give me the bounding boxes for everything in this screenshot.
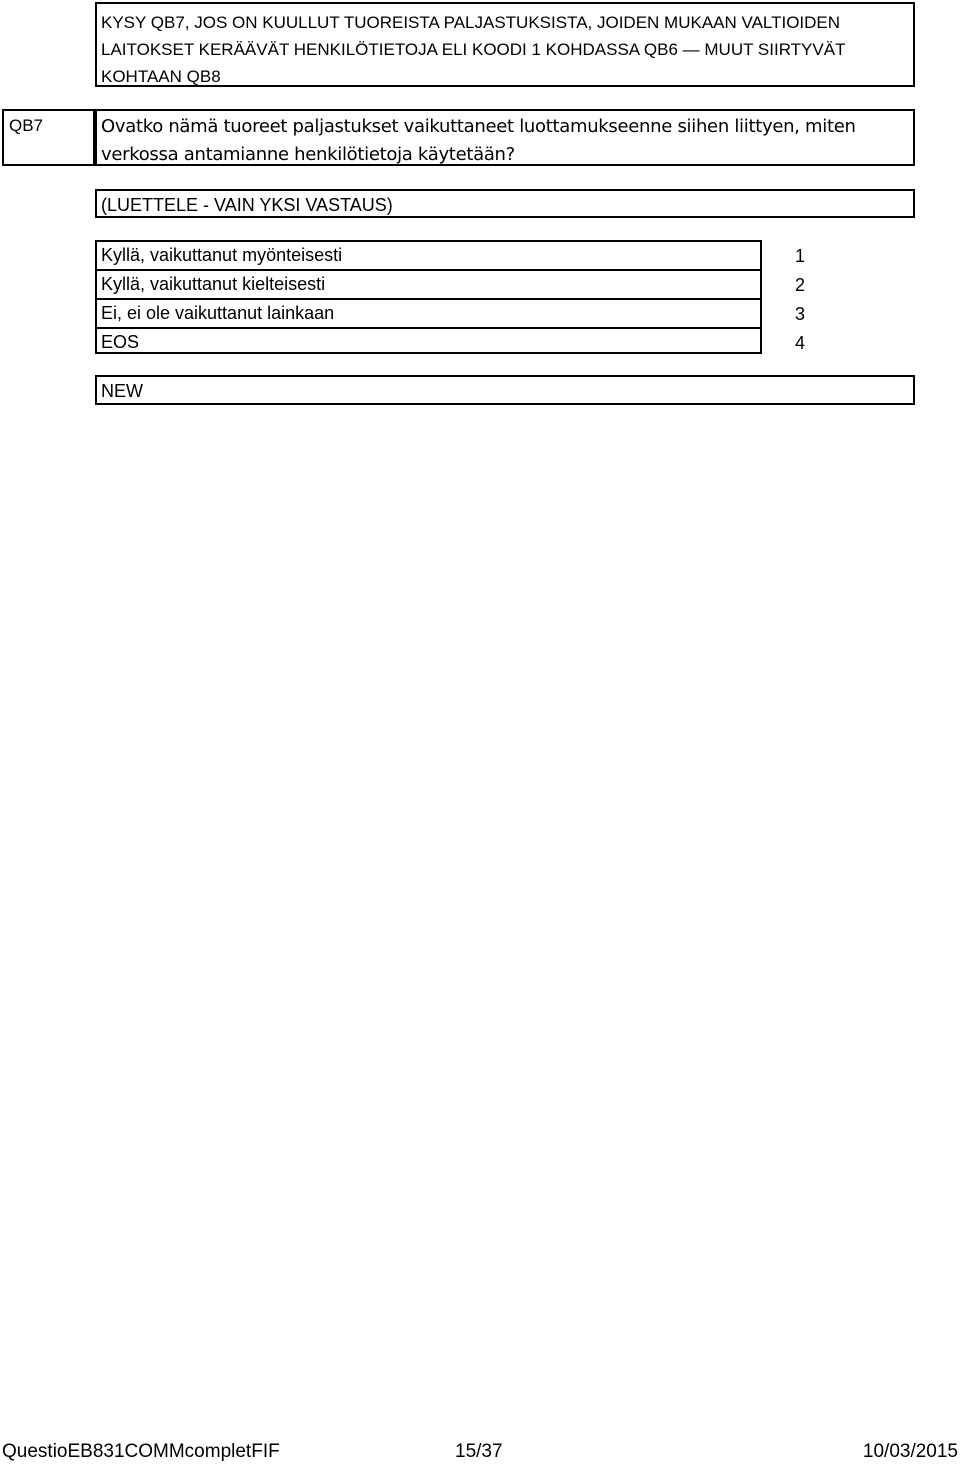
- routing-instruction-line: KOHTAAN QB8: [101, 67, 221, 86]
- footer-document-name: QuestioEB831COMMcompletFIF: [2, 1441, 280, 1462]
- answer-code: 3: [795, 304, 806, 324]
- answer-code: 1: [795, 246, 806, 266]
- footer-date: 10/03/2015: [862, 1441, 958, 1462]
- answer-code: 2: [795, 275, 806, 295]
- answer-code: 4: [795, 333, 806, 353]
- list-instruction: (LUETTELE - VAIN YKSI VASTAUS): [95, 189, 915, 218]
- question-id: QB7: [2, 109, 95, 166]
- answer-codes: [795, 242, 835, 358]
- question-box: [95, 109, 915, 166]
- answer-list: [95, 240, 762, 354]
- new-marker: NEW: [95, 375, 915, 405]
- answer-option-label: Kyllä, vaikuttanut myönteisesti: [97, 242, 760, 271]
- question-text: Ovatko nämä tuoreet paljastukset vaikuttaneet luottamukseenne siihen liittyen, miten verkossa antamianne henkilötietoja käytetään?: [101, 116, 856, 165]
- routing-instruction-line: LAITOKSET KERÄÄVÄT HENKILÖTIETOJA ELI KOODI 1 KOHDASSA QB6 — MUUT SIIRTYVÄT: [101, 40, 846, 59]
- answer-option-label: Ei, ei ole vaikuttanut lainkaan: [97, 300, 760, 329]
- footer-page-number: 15/37: [455, 1441, 503, 1462]
- routing-instruction-line: KYSY QB7, JOS ON KUULLUT TUOREISTA PALJASTUKSISTA, JOIDEN MUKAAN VALTIOIDEN: [101, 13, 841, 32]
- routing-instruction: [95, 2, 915, 87]
- answer-option-label: Kyllä, vaikuttanut kielteisesti: [97, 271, 760, 300]
- answer-option-label: EOS: [101, 332, 140, 352]
